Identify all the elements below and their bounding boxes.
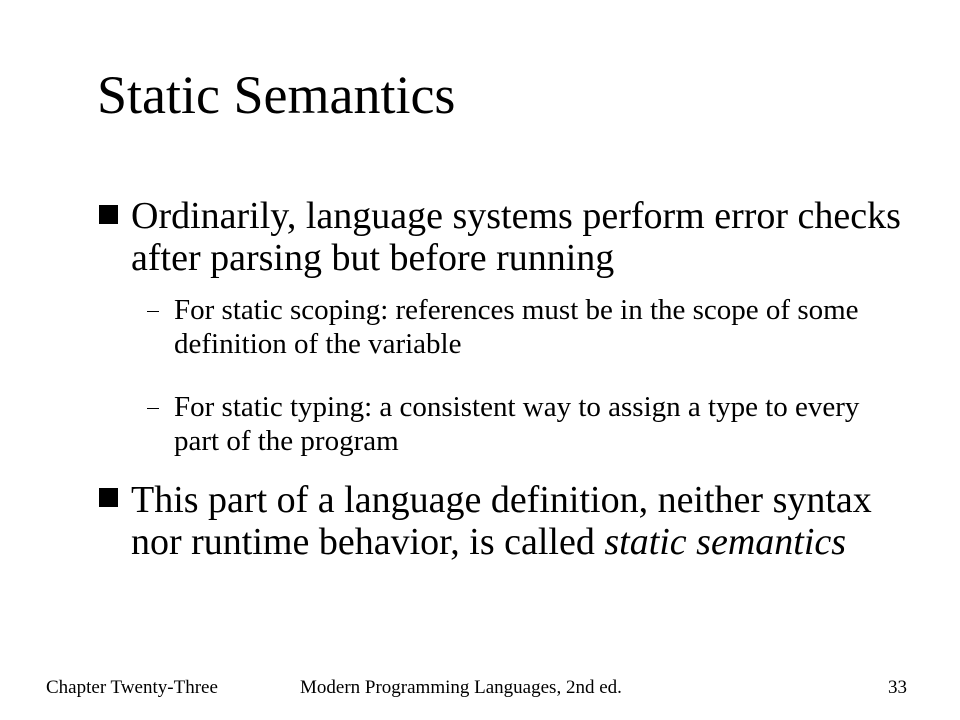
- slide-title: Static Semantics: [97, 65, 456, 125]
- footer-chapter: Chapter Twenty-Three: [46, 677, 218, 698]
- dash-bullet-icon: [147, 408, 159, 409]
- square-bullet-icon: [99, 488, 118, 507]
- static-semantics-term: static semantics: [604, 521, 847, 563]
- footer-page-number: 33: [888, 677, 907, 698]
- square-bullet-icon: [99, 205, 118, 224]
- dash-bullet-icon: [147, 311, 159, 312]
- bullet-static-semantics-definition: [131, 479, 931, 563]
- subbullet-static-typing: For static typing: a consistent way to assign a type to every part of the program: [174, 391, 860, 457]
- subbullet-static-scoping: For static scoping: references must be in the scope of some definition of the variable: [174, 294, 859, 360]
- bullet-error-checks: Ordinarily, language systems perform error checks after parsing but before running: [131, 195, 901, 279]
- bullet-static-semantics-text: This part of a language definition, neither syntax nor runtime behavior, is called: [131, 479, 872, 563]
- footer-book-title: Modern Programming Languages, 2nd ed.: [300, 677, 622, 698]
